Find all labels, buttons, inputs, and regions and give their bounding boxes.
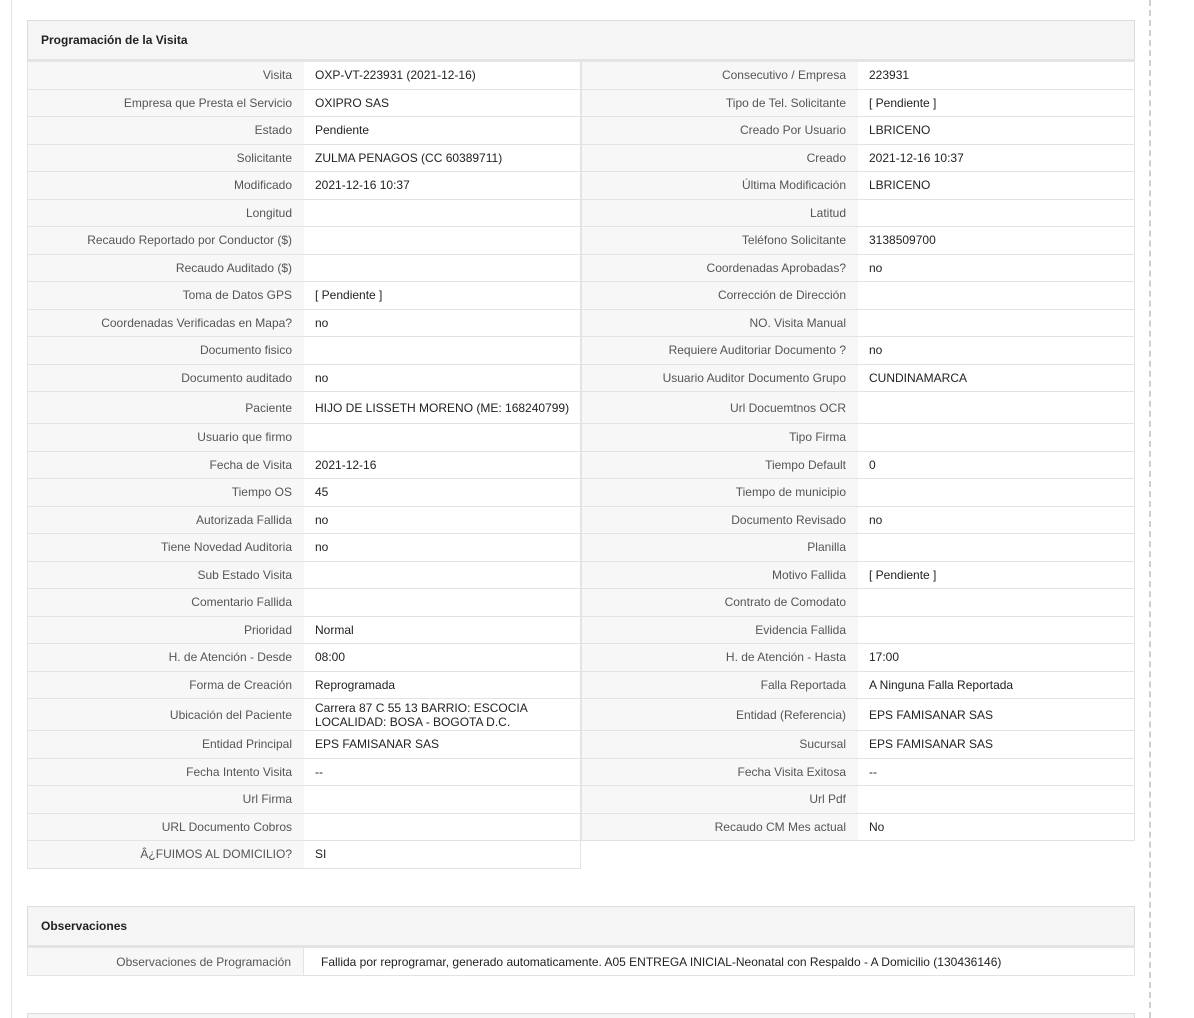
table-row [27,62,1135,90]
field-value: OXIPRO SAS [304,90,581,118]
field-label: Longitud [27,200,304,228]
table-row [27,310,1135,338]
field-value: Carrera 87 C 55 13 BARRIO: ESCOCIA LOCALIDAD: BOSA - BOGOTA D.C. [304,699,581,731]
field-value: EPS FAMISANAR SAS [304,731,581,759]
field-value: no [304,365,581,393]
table-row [27,145,1135,173]
table-row [27,452,1135,480]
table-row [27,392,1135,424]
field-value: Pendiente [304,117,581,145]
field-value: no [858,337,1135,365]
table-row [27,337,1135,365]
field-value [304,200,581,228]
field-value: 2021-12-16 [304,452,581,480]
observaciones-title: Observaciones [27,906,1135,948]
field-label: Documento fisico [27,337,304,365]
field-value: 08:00 [304,644,581,672]
field-label: Ubicación del Paciente [27,699,304,731]
field-value [304,589,581,617]
table-row [27,617,1135,645]
table-row [27,424,1135,452]
field-label: Sub Estado Visita [27,562,304,590]
field-value [858,282,1135,310]
field-value [858,534,1135,562]
table-row [27,282,1135,310]
field-label: Usuario Auditor Documento Grupo [581,365,858,393]
field-value: 2021-12-16 10:37 [858,145,1135,173]
field-label: Fecha Visita Exitosa [581,759,858,787]
field-value: EPS FAMISANAR SAS [858,699,1135,731]
field-value [304,562,581,590]
field-label: Usuario que firmo [27,424,304,452]
field-value: no [304,507,581,535]
table-row [27,172,1135,200]
table-row [27,117,1135,145]
next-panel-edge [27,1013,1135,1018]
field-label: Evidencia Fallida [581,617,858,645]
field-value: EPS FAMISANAR SAS [858,731,1135,759]
field-value: 0 [858,452,1135,480]
field-label: Fecha Intento Visita [27,759,304,787]
field-value: no [304,534,581,562]
programacion-table [27,62,1135,869]
field-value [858,786,1135,814]
observaciones-label: Observaciones de Programación [27,948,304,976]
empty-cell [581,841,1135,869]
programacion-title: Programación de la Visita [27,20,1135,62]
field-label: Corrección de Dirección [581,282,858,310]
field-label: Tiene Novedad Auditoria [27,534,304,562]
field-value: 223931 [858,62,1135,90]
table-row [27,759,1135,787]
observaciones-row [27,948,1135,976]
field-label: Creado Por Usuario [581,117,858,145]
field-value: no [858,507,1135,535]
field-label: Tiempo Default [581,452,858,480]
field-label: Teléfono Solicitante [581,227,858,255]
field-value: Reprogramada [304,672,581,700]
programacion-panel [27,20,1135,869]
field-label: Â¿FUIMOS AL DOMICILIO? [27,841,304,869]
observaciones-panel [27,906,1135,976]
field-label: NO. Visita Manual [581,310,858,338]
field-label: Tiempo OS [27,479,304,507]
field-value: No [858,814,1135,842]
field-label: Motivo Fallida [581,562,858,590]
field-value: -- [304,759,581,787]
field-label: Planilla [581,534,858,562]
field-label: Contrato de Comodato [581,589,858,617]
table-row [27,814,1135,842]
field-value: 17:00 [858,644,1135,672]
table-row [27,672,1135,700]
field-label: Tipo de Tel. Solicitante [581,90,858,118]
field-value: 45 [304,479,581,507]
field-label: Sucursal [581,731,858,759]
field-label: H. de Atención - Hasta [581,644,858,672]
table-row [27,699,1135,731]
field-value [858,310,1135,338]
field-label: Recaudo Auditado ($) [27,255,304,283]
table-row [27,507,1135,535]
field-label: Tipo Firma [581,424,858,452]
table-row [27,644,1135,672]
field-label: Url Pdf [581,786,858,814]
field-value [858,424,1135,452]
field-value [304,786,581,814]
field-label: Modificado [27,172,304,200]
field-value: OXP-VT-223931 (2021-12-16) [304,62,581,90]
table-row [27,365,1135,393]
field-value [858,392,1135,424]
field-label: Paciente [27,392,304,424]
table-row [27,227,1135,255]
field-value: A Ninguna Falla Reportada [858,672,1135,700]
field-label: Solicitante [27,145,304,173]
field-value: SI [304,841,581,869]
field-label: Autorizada Fallida [27,507,304,535]
field-label: Visita [27,62,304,90]
field-label: Coordenadas Verificadas en Mapa? [27,310,304,338]
field-label: Fecha de Visita [27,452,304,480]
field-label: Documento Revisado [581,507,858,535]
table-row [27,841,1135,869]
field-label: Requiere Auditoriar Documento ? [581,337,858,365]
field-label: Recaudo Reportado por Conductor ($) [27,227,304,255]
field-value: no [304,310,581,338]
field-label: Toma de Datos GPS [27,282,304,310]
field-label: Latitud [581,200,858,228]
field-label: Consecutivo / Empresa [581,62,858,90]
field-label: Estado [27,117,304,145]
field-value: [ Pendiente ] [304,282,581,310]
field-label: Creado [581,145,858,173]
field-label: H. de Atención - Desde [27,644,304,672]
field-value: HIJO DE LISSETH MORENO (ME: 168240799) [304,392,581,424]
field-value [304,227,581,255]
field-label: Empresa que Presta el Servicio [27,90,304,118]
field-value: 3138509700 [858,227,1135,255]
field-value: -- [858,759,1135,787]
table-row [27,786,1135,814]
field-value [304,814,581,842]
field-label: Tiempo de municipio [581,479,858,507]
dashed-divider [1149,0,1151,1018]
field-value [304,337,581,365]
field-value: Normal [304,617,581,645]
field-value: LBRICENO [858,117,1135,145]
table-row [27,479,1135,507]
table-row [27,90,1135,118]
field-label: Recaudo CM Mes actual [581,814,858,842]
field-label: Coordenadas Aprobadas? [581,255,858,283]
field-value: 2021-12-16 10:37 [304,172,581,200]
field-label: Forma de Creación [27,672,304,700]
field-label: Entidad Principal [27,731,304,759]
field-value: LBRICENO [858,172,1135,200]
field-label: URL Documento Cobros [27,814,304,842]
field-label: Entidad (Referencia) [581,699,858,731]
field-label: Url Firma [27,786,304,814]
field-value: no [858,255,1135,283]
field-value [858,479,1135,507]
field-value: CUNDINAMARCA [858,365,1135,393]
observaciones-value: Fallida por reprogramar, generado automaticamente. A05 ENTREGA INICIAL-Neonatal con Respaldo - A Domicilio (130436146) [304,948,1135,976]
field-value [858,200,1135,228]
field-label: Documento auditado [27,365,304,393]
field-label: Última Modificación [581,172,858,200]
field-label: Prioridad [27,617,304,645]
field-label: Url Docuemtnos OCR [581,392,858,424]
table-row [27,534,1135,562]
table-row [27,589,1135,617]
field-value [304,255,581,283]
field-value [858,617,1135,645]
field-label: Falla Reportada [581,672,858,700]
field-value: [ Pendiente ] [858,562,1135,590]
table-row [27,731,1135,759]
field-value [304,424,581,452]
field-label: Comentario Fallida [27,589,304,617]
field-value [858,589,1135,617]
table-row [27,255,1135,283]
field-value: [ Pendiente ] [858,90,1135,118]
table-row [27,200,1135,228]
table-row [27,562,1135,590]
field-value: ZULMA PENAGOS (CC 60389711) [304,145,581,173]
